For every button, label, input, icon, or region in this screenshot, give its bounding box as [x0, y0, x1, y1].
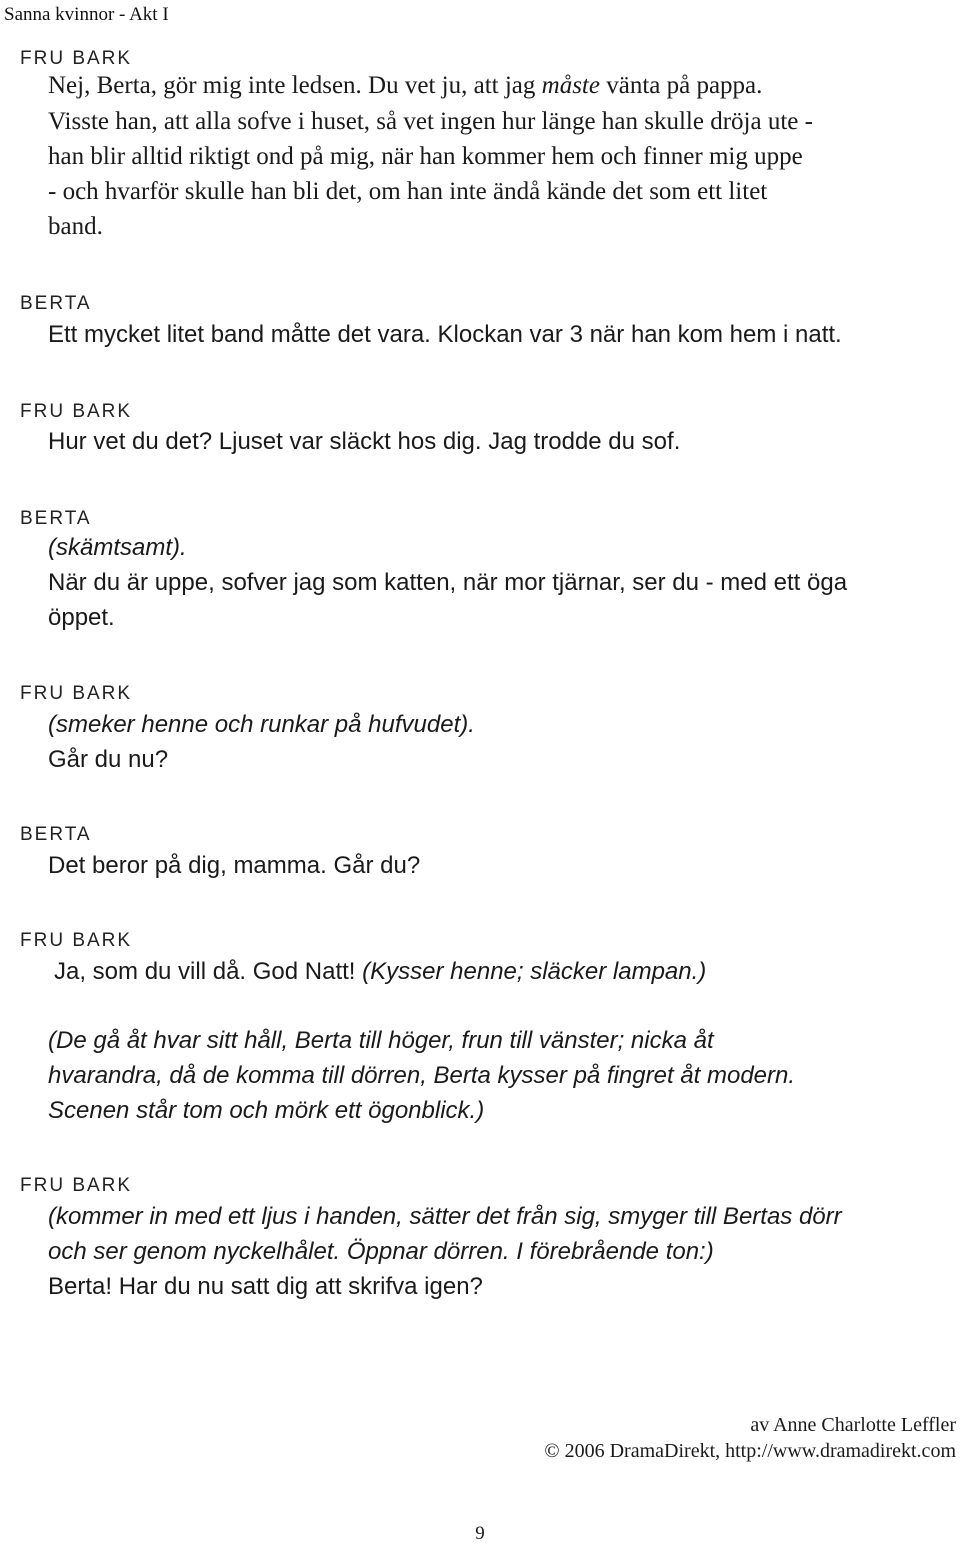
speaker-label: BERTA [20, 824, 92, 845]
stage-direction: (smeker henne och runkar på hufvudet). [48, 711, 475, 738]
dialogue-line: Det beror på dig, mamma. Går du? [48, 852, 421, 879]
dialogue-line: Visste han, att alla sofve i huset, så vet ingen hur länge han skulle dröja ute - [48, 108, 813, 135]
dialogue-line [48, 72, 762, 100]
dialogue-text: Ja, som du vill då. God Natt! [54, 958, 363, 985]
dialogue-line: - och hvarför skulle han bli det, om han inte ändå kände det som ett litet [48, 178, 768, 205]
dialogue-line: öppet. [48, 604, 115, 631]
speaker-label: FRU BARK [20, 683, 133, 704]
dialogue-line: han blir alltid riktigt ond på mig, när han kommer hem och finner mig uppe [48, 143, 803, 170]
dialogue-text: Nej, Berta, gör mig inte ledsen. Du vet ju, att jag [48, 72, 542, 99]
stage-direction: (De gå åt hvar sitt håll, Berta till höger, frun till vänster; nicka åt [48, 1027, 714, 1054]
dialogue-line [54, 958, 706, 986]
stage-direction: (kommer in med ett ljus i handen, sätter det från sig, smyger till Bertas dörr [48, 1203, 842, 1230]
stage-direction: Scenen står tom och mörk ett ögonblick.) [48, 1097, 485, 1124]
dialogue-line: Ett mycket litet band måtte det vara. Klockan var 3 när han kom hem i natt. [48, 321, 842, 348]
dialogue-text: vänta på pappa. [599, 72, 763, 99]
speaker-label: FRU BARK [20, 1175, 133, 1196]
speaker-label: FRU BARK [20, 930, 133, 951]
speaker-label: BERTA [20, 508, 92, 529]
document-header: Sanna kvinnor - Akt I [4, 4, 169, 25]
dialogue-line: När du är uppe, sofver jag som katten, när mor tjärnar, ser du - med ett öga [48, 569, 848, 596]
stage-direction: hvarandra, då de komma till dörren, Berta kysser på fingret åt modern. [48, 1062, 796, 1089]
stage-direction: och ser genom nyckelhålet. Öppnar dörren. I förebrående ton:) [48, 1238, 714, 1265]
page-number: 9 [475, 1523, 485, 1544]
dialogue-line: Berta! Har du nu satt dig att skrifva igen? [48, 1273, 483, 1300]
dialogue-line: band. [48, 213, 103, 240]
speaker-label: BERTA [20, 293, 92, 314]
author-credit: av Anne Charlotte Leffler [750, 1414, 956, 1436]
stage-direction: (Kysser henne; släcker lampan.) [362, 958, 707, 985]
dialogue-line: Går du nu? [48, 746, 169, 773]
dialogue-line: Hur vet du det? Ljuset var släckt hos dig. Jag trodde du sof. [48, 428, 681, 455]
stage-direction: (skämtsamt). [48, 534, 187, 561]
speaker-label: FRU BARK [20, 48, 133, 69]
emphasis-text: måste [541, 72, 600, 99]
speaker-label: FRU BARK [20, 401, 133, 422]
copyright-notice: © 2006 DramaDirekt, http://www.dramadirekt.com [544, 1440, 956, 1462]
